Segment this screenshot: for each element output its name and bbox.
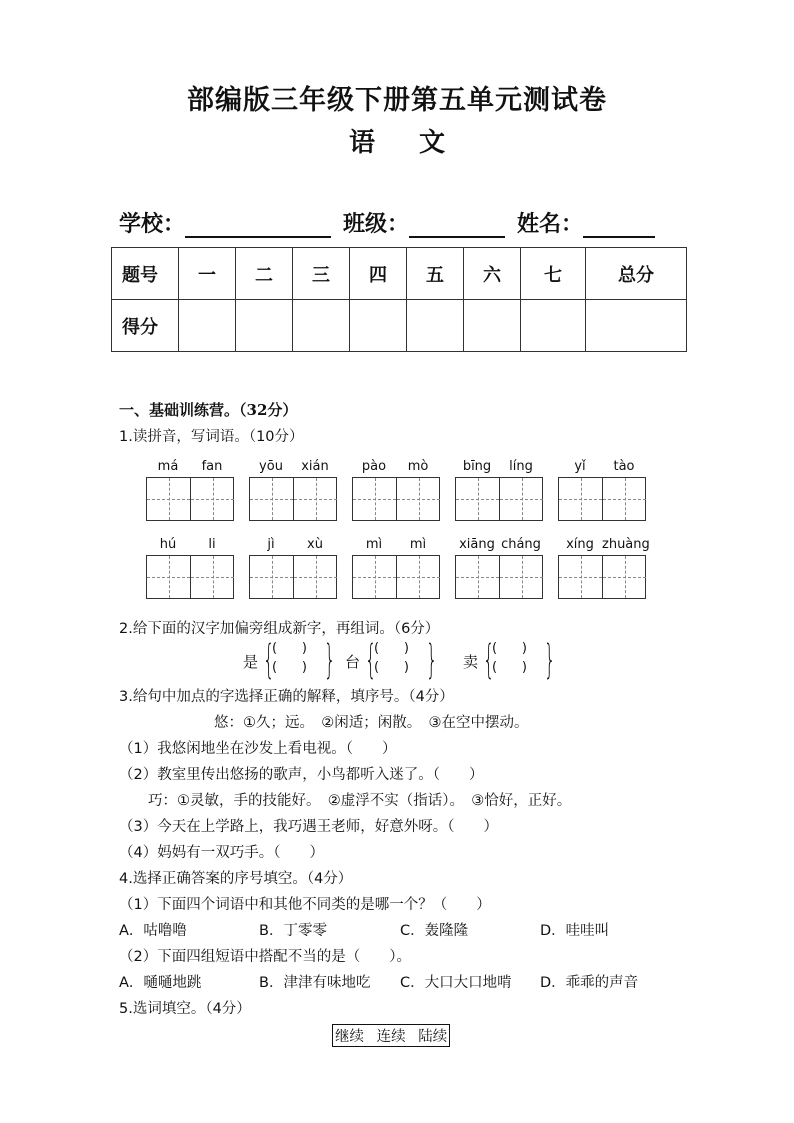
q4-sub-2: （2）下面四组短语中搭配不当的是（ ）。 [119,949,411,965]
option-b: B．津津有味地吃 [259,975,371,991]
subject-title [0,122,794,159]
q1-prompt: 1.读拼音，写词语。（10分） [119,429,304,445]
right-brace-icon: } [543,637,556,683]
right-brace-icon: } [425,637,438,683]
pinyin: líng [509,459,533,474]
table-cell: 六 [464,248,521,300]
pinyin: yōu [259,459,283,474]
subject-char-1: 语 [348,128,375,158]
q4-sub-1: （1）下面四个词语中和其他不同类的是哪一个？（ ） [119,897,491,913]
radical-char: 台 [345,653,361,671]
pinyin: xíng [566,537,594,552]
definition-qiao: 巧：①灵敏，手的技能好。 ②虚浮不实（指话）。 ③恰好，正好。 [148,793,572,809]
left-brace-icon: { [262,637,275,683]
q3-prompt: 3.给句中加点的字选择正确的解释，填序号。（4分） [119,689,454,705]
writing-grid[interactable] [455,477,543,521]
pinyin: cháng [501,537,541,552]
pinyin: má [157,459,179,474]
pinyin: mì [409,537,427,552]
answer-blank[interactable]: ( ) [492,660,527,675]
table-cell: 四 [350,248,407,300]
answer-blank[interactable]: ( ) [374,641,409,656]
subject-char-2: 文 [419,128,446,158]
table-cell: 五 [407,248,464,300]
score-cell[interactable] [350,300,407,352]
score-cell[interactable] [464,300,521,352]
class-label: 班级： [343,211,410,237]
score-cell[interactable] [179,300,236,352]
answer-blank[interactable]: ( ) [272,660,307,675]
score-table-header-row [112,248,687,300]
info-line [119,207,655,238]
pinyin: jì [267,537,275,552]
score-cell[interactable] [521,300,586,352]
table-cell: 七 [521,248,586,300]
radical-char: 是 [243,653,259,671]
q3-sentence-4: （4）妈妈有一双巧手。（ ） [119,845,324,861]
left-brace-icon: { [482,637,495,683]
writing-grid[interactable] [352,555,440,599]
table-cell: 总分 [586,248,687,300]
pinyin: mì [365,537,383,552]
right-brace-icon: } [323,637,336,683]
left-brace-icon: { [364,637,377,683]
option-c: C．大口大口地啃 [400,975,512,991]
name-label: 姓名： [517,211,584,237]
pinyin: mò [407,459,429,474]
writing-grid[interactable] [455,555,543,599]
writing-grid[interactable] [249,555,337,599]
score-table-score-row [112,300,687,352]
answer-blank[interactable]: ( ) [492,641,527,656]
score-table [111,247,687,352]
writing-grid[interactable] [146,477,234,521]
writing-grid[interactable] [249,477,337,521]
writing-grid[interactable] [352,477,440,521]
pinyin: xù [307,537,323,552]
pinyin: li [208,537,216,552]
q3-sentence-2: （2）教室里传出悠扬的歌声，小鸟都听入迷了。（ ） [119,767,484,783]
table-cell: 题号 [112,248,179,300]
q3-sentence-3: （3）今天在上学路上，我巧遇王老师，好意外呀。（ ） [119,819,498,835]
pinyin: xiāng [459,537,495,552]
score-cell[interactable] [586,300,687,352]
pinyin: pào [361,459,387,474]
table-cell: 二 [236,248,293,300]
pinyin: fan [201,459,223,474]
q2-prompt: 2.给下面的汉字加偏旁组成新字，再组词。（6分） [119,621,440,637]
answer-blank[interactable]: ( ) [374,660,409,675]
page-title: 部编版三年级下册第五单元测试卷 [187,85,607,116]
section-1-title: 一、基础训练营。（32分） [119,401,298,419]
pinyin: yǐ [574,459,586,474]
score-cell[interactable] [293,300,350,352]
pinyin: xián [301,459,329,474]
option-a: A．咕噜噜 [119,923,187,939]
class-blank [409,212,505,238]
q3-sentence-1: （1）我悠闲地坐在沙发上看电视。（ ） [119,741,397,757]
score-cell[interactable] [407,300,464,352]
table-cell: 三 [293,248,350,300]
writing-grid[interactable] [558,555,646,599]
option-d: D．哇哇叫 [540,923,610,939]
q4-prompt: 4.选择正确答案的序号填空。（4分） [119,871,353,887]
table-cell: 一 [179,248,236,300]
option-a: A．嗵嗵地跳 [119,975,202,991]
name-blank [583,212,655,238]
pinyin: zhuàng [602,537,650,552]
school-label: 学校： [119,211,186,237]
writing-grid[interactable] [146,555,234,599]
definition-you: 悠：①久；远。 ②闲适；闲散。 ③在空中摆动。 [214,715,529,731]
word-bank: 继续 连续 陆续 [332,1024,450,1047]
school-blank [185,212,331,238]
radical-char: 卖 [463,653,479,671]
option-b: B．丁零零 [259,923,327,939]
pinyin: tào [613,459,635,474]
option-d: D．乖乖的声音 [540,975,639,991]
table-cell: 得分 [112,300,179,352]
writing-grid[interactable] [558,477,646,521]
score-cell[interactable] [236,300,293,352]
option-c: C．轰隆隆 [400,923,469,939]
pinyin: hú [159,537,177,552]
answer-blank[interactable]: ( ) [272,641,307,656]
q5-prompt: 5.选词填空。（4分） [119,1001,251,1017]
pinyin: bīng [462,459,492,474]
